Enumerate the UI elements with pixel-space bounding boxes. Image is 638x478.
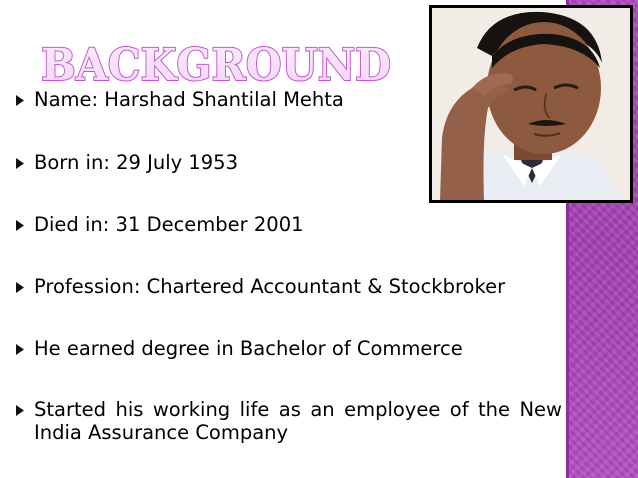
bullet-item — [16, 275, 564, 298]
svg-text:BACKGROUND: BACKGROUND — [41, 40, 391, 91]
bullet-item — [16, 337, 564, 360]
triangle-right-icon — [16, 344, 33, 355]
bullet-item — [16, 213, 564, 236]
bullet-item — [16, 398, 564, 444]
triangle-right-icon — [16, 282, 33, 293]
bullet-item — [16, 151, 564, 174]
bullet-text: Born in: 29 July 1953 — [34, 151, 238, 174]
triangle-right-icon — [16, 405, 33, 416]
bullet-text: Died in: 31 December 2001 — [34, 213, 304, 236]
triangle-right-icon — [16, 158, 33, 169]
bullet-text: Name: Harshad Shantilal Mehta — [34, 88, 344, 111]
bullet-text: Profession: Chartered Accountant & Stockbroker — [34, 275, 506, 298]
bullet-text: He earned degree in Bachelor of Commerce — [34, 337, 463, 360]
slide-title — [37, 35, 397, 95]
triangle-right-icon — [16, 220, 33, 231]
triangle-right-icon — [16, 95, 33, 106]
bullet-item — [16, 88, 564, 111]
bullet-text: Started his working life as an employee of the New India Assurance Company — [34, 398, 562, 444]
